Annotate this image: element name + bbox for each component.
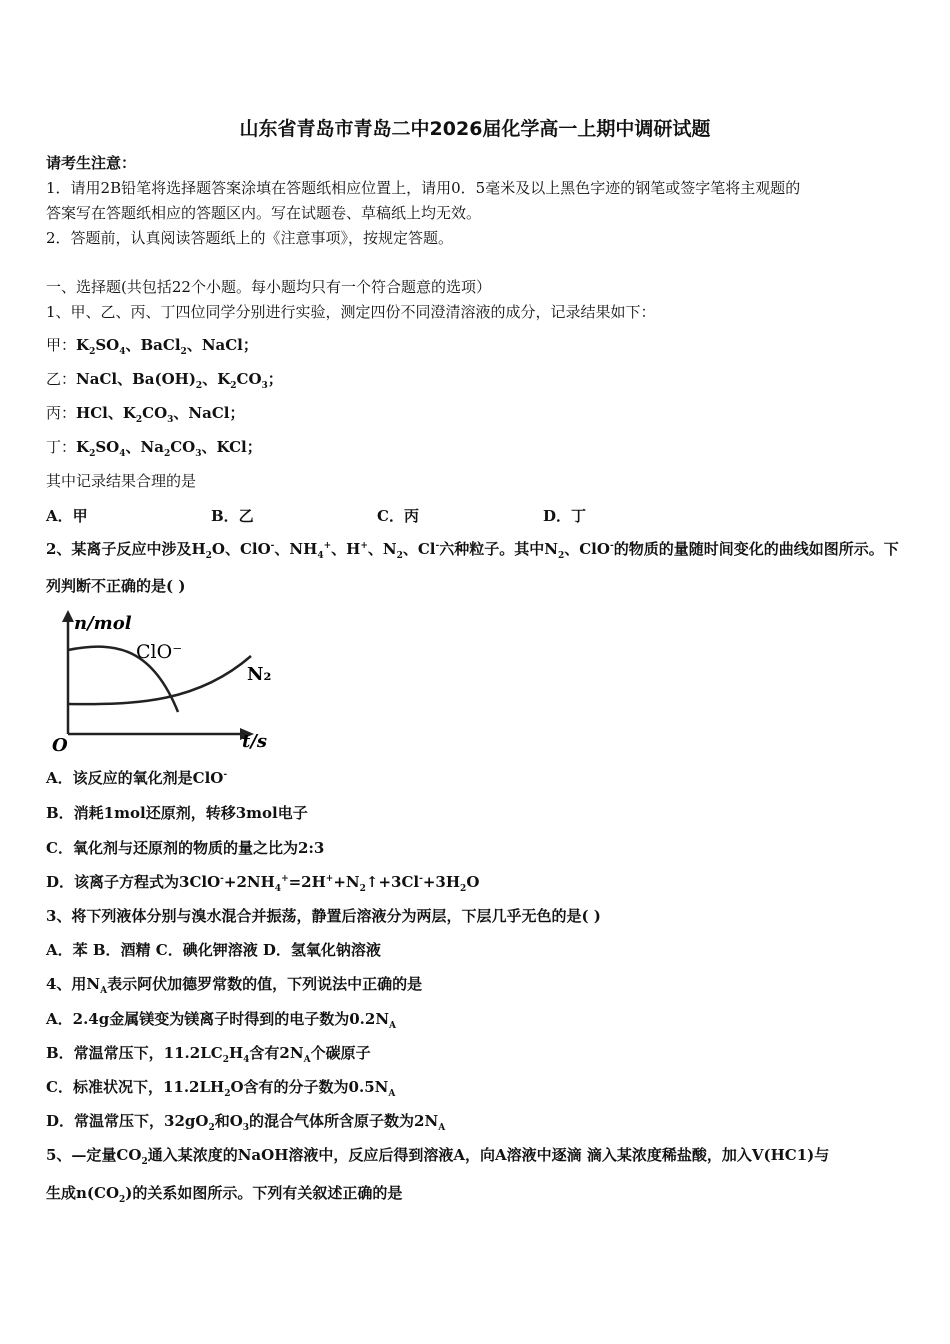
y-axis-arrow: [62, 610, 74, 622]
q2-option-d: D．该离子方程式为$3ClO^-+2NH_4^+=2H^++N_2↑+3Cl^-+3H_2O$: [46, 873, 480, 894]
n2-curve: [68, 656, 251, 704]
q2-stem-line-1: 2、某离子反应中涉及$H_2O$、ClO-、$NH_4^+$、H+、$N_2$、Cl-六种粒子。其中$N_2$、ClO-的物质的量随时间变化的曲线如图所示。下: [46, 540, 899, 561]
q1-record-ding: 丁：$K_2SO_4$、$Na_2CO_3$、KCl；: [46, 438, 262, 459]
notice-heading: 请考生注意：: [46, 154, 137, 172]
q4-option-b: B．常温常压下，$11.2LC_2H_4$含有$2N_A$个碳原子: [46, 1044, 371, 1065]
q4-option-a: A．2.4g金属镁变为镁离子时得到的电子数为$0.2N_A$: [46, 1010, 397, 1031]
q3-stem: 3、将下列液体分别与溴水混合并振荡，静置后溶液分为两层，下层几乎无色的是( ): [46, 907, 601, 925]
q1-stem: 1、甲、乙、丙、丁四位同学分别进行实验，测定四份不同澄清溶液的成分，记录结果如下：: [46, 303, 656, 321]
q1-option-c: C．丙: [377, 507, 419, 525]
q1-option-a: A．甲: [46, 507, 88, 525]
q3-options: A．苯 B．酒精 C．碘化钾溶液 D．氢氧化钠溶液: [46, 941, 381, 959]
x-axis-label: t/s: [242, 731, 268, 752]
q2-stem-line-2: 列判断不正确的是( ): [46, 577, 186, 595]
page-title: 山东省青岛市青岛二中2026届化学高一上期中调研试题: [239, 118, 711, 140]
q1-option-b: B．乙: [211, 507, 254, 525]
notice-line-1: 1．请用2B铅笔将选择题答案涂填在答题纸相应位置上，请用0．5毫米及以上黑色字迹的钢笔或签字笔将主观题的: [46, 179, 801, 197]
clo-label: ClO⁻: [136, 641, 183, 663]
q4-option-d: D．常温常压下，$32gO_2$和$O_3$的混合气体所含原子数为$2N_A$: [46, 1112, 446, 1133]
origin-label: O: [52, 735, 68, 756]
q5-stem-line-2: 生成$n(CO_2)$的关系如图所示。下列有关叙述正确的是: [46, 1184, 403, 1205]
q5-stem-line-1: 5、—定量$CO_2$通入某浓度的NaOH溶液中，反应后得到溶液A，向A溶液中逐滴 滴入某浓度稀盐酸，加入V(HC1)与: [46, 1146, 830, 1167]
q1-record-yi: 乙：NaCl、$Ba(OH)_2$、$K_2CO_3$；: [46, 370, 283, 391]
q4-option-c: C．标准状况下，$11.2LH_2O$含有的分子数为$0.5N_A$: [46, 1078, 396, 1099]
q4-stem: 4、用$N_A$表示阿伏加德罗常数的值，下列说法中正确的是: [46, 975, 423, 996]
notice-line-2: 答案写在答题纸相应的答题区内。写在试题卷、草稿纸上均无效。: [46, 204, 482, 222]
q2-option-b: B．消耗1mol还原剂，转移3mol电子: [46, 804, 308, 822]
q1-option-d: D．丁: [543, 507, 587, 525]
n2-label: N₂: [247, 664, 272, 685]
q2-option-c: C．氧化剂与还原剂的物质的量之比为2:3: [46, 839, 325, 857]
y-axis-label: n/mol: [74, 613, 132, 634]
q1-ask: 其中记录结果合理的是: [46, 472, 197, 490]
section-heading: 一、选择题(共包括22个小题。每小题均只有一个符合题意的选项）: [46, 278, 491, 296]
q2-option-a: A．该反应的氧化剂是ClO-: [46, 769, 228, 787]
notice-line-3: 2．答题前，认真阅读答题纸上的《注意事项》，按规定答题。: [46, 229, 454, 247]
q1-record-jia: 甲：$K_2SO_4$、BaCl$_2$、NaCl；: [46, 336, 258, 357]
q1-record-bing: 丙：HCl、$K_2CO_3$、NaCl；: [46, 404, 245, 425]
q2-graph: [48, 608, 288, 756]
